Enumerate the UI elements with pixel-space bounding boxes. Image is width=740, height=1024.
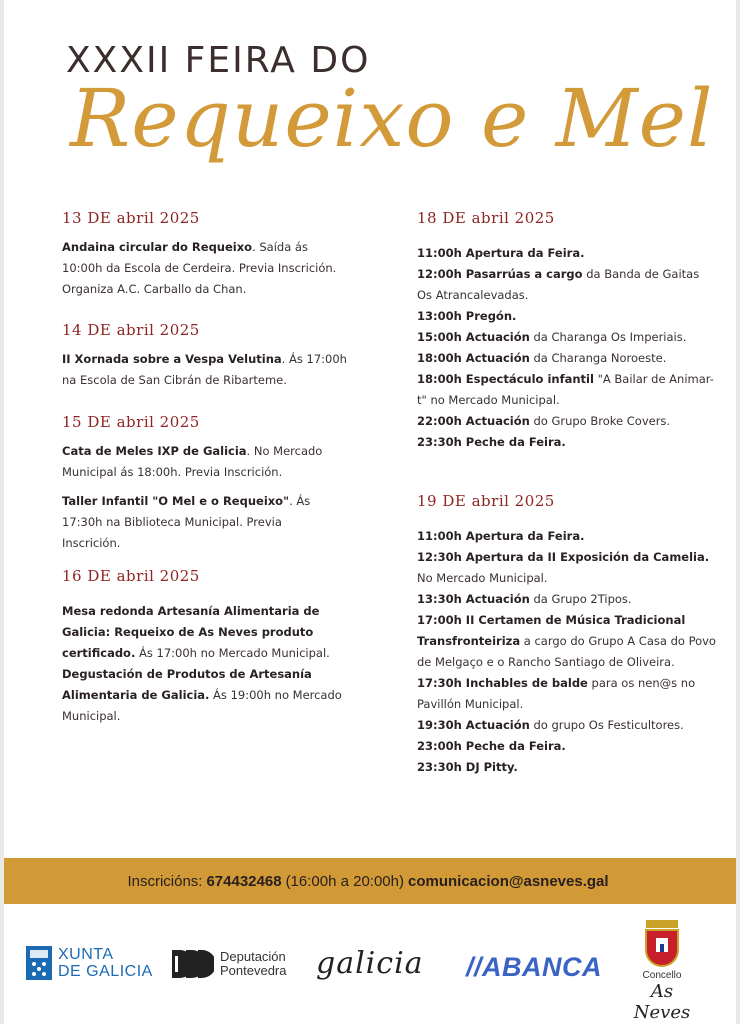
day-19: [417, 491, 717, 778]
date-heading: 19 DE abril 2025: [417, 492, 555, 510]
event-line: 18:00h Espectáculo infantil "A Bailar de Animar-t" no Mercado Municipal.: [417, 372, 714, 407]
date-heading: 13 DE abril 2025: [62, 209, 200, 227]
day-15: [62, 412, 332, 558]
coat-of-arms-icon: [642, 920, 682, 970]
event-line: 11:00h Apertura da Feira.: [417, 246, 585, 260]
deputacion-icon: [170, 948, 214, 980]
event-line: 23:00h Peche da Feira.: [417, 739, 566, 753]
event-line: 13:00h Pregón.: [417, 309, 517, 323]
event-line: 17:30h Inchables de balde para os nen@s no Pavillón Municipal.: [417, 676, 696, 711]
galicia-wordmark: galicia: [316, 946, 424, 981]
registration-phone[interactable]: 674432468: [206, 872, 282, 890]
deputacion-logo: [170, 948, 287, 980]
event-text: Cata de Meles IXP de Galicia. No Mercado Municipal ás 18:00h. Previa Inscrición.: [62, 444, 323, 479]
event-line: 22:00h Actuación do Grupo Broke Covers.: [417, 414, 671, 428]
event-line: 23:30h Peche da Feira.: [417, 435, 566, 449]
event-line: 19:30h Actuación do grupo Os Festicultores.: [417, 718, 684, 732]
event-line: 17:00h II Certamen de Música Tradicional Transfronteiriza a cargo do Grupo A Casa do Povo de Melgaço e o Rancho Santiago de Oliveira.: [417, 613, 716, 669]
registration-label: Inscricións:: [127, 872, 203, 890]
concello-logo: [622, 920, 702, 1023]
registration-email[interactable]: comunicacion@asneves.gal: [408, 872, 609, 890]
deputacion-line2: Pontevedra: [220, 963, 287, 978]
event-line: 11:00h Apertura da Feira.: [417, 529, 585, 543]
event-line: 13:30h Actuación da Grupo 2Tipos.: [417, 592, 632, 606]
day-18: [417, 208, 717, 453]
galicia-logo: [316, 946, 424, 981]
title-script: Requeixo e Mel: [70, 72, 714, 165]
event-line: 12:30h Apertura da II Exposición da Camelia. No Mercado Municipal.: [417, 550, 710, 585]
date-heading: 18 DE abril 2025: [417, 209, 555, 227]
day-13: [62, 208, 352, 304]
xunta-logo: [26, 946, 153, 980]
xunta-line1: XUNTA: [58, 946, 114, 963]
xunta-shield-icon: [26, 946, 52, 980]
deputacion-line1: Deputación: [220, 949, 286, 964]
event-line: 18:00h Actuación da Charanga Noroeste.: [417, 351, 667, 365]
event-text: Taller Infantil "O Mel e o Requeixo". Ás 17:30h na Biblioteca Municipal. Previa Inscrición.: [62, 494, 311, 550]
day-16: [62, 566, 362, 731]
abanca-logo: [466, 952, 602, 983]
day-14: [62, 320, 352, 395]
event-line: 23:30h DJ Pitty.: [417, 760, 518, 774]
poster: [4, 0, 736, 1024]
event-line: 12:00h Pasarrúas a cargo da Banda de Gaitas Os Atrancalevadas.: [417, 267, 700, 302]
event-text: Mesa redonda Artesanía Alimentaria de Galicia: Requeixo de As Neves produto certificado. Ás 17:00h no Mercado Municipal.: [62, 604, 330, 660]
title-top: XXXII FEIRA DO: [66, 40, 371, 81]
date-heading: 15 DE abril 2025: [62, 413, 200, 431]
event-text: Andaina circular do Requeixo. Saída ás 10:00h da Escola de Cerdeira. Previa Inscrición. Organiza A.C. Carballo da Chan.: [62, 240, 337, 296]
event-text: II Xornada sobre a Vespa Velutina. Ás 17:00h na Escola de San Cibrán de Ribarteme.: [62, 352, 347, 387]
event-text: Degustación de Produtos de Artesanía Alimentaria de Galicia. Ás 19:00h no Mercado Municipal.: [62, 667, 342, 723]
sponsor-logos: [4, 916, 736, 1023]
date-heading: 16 DE abril 2025: [62, 567, 200, 585]
xunta-line2: DE GALICIA: [58, 963, 153, 980]
abanca-wordmark: //ABANCA: [466, 952, 602, 982]
concello-label: Concello: [642, 970, 682, 981]
date-heading: 14 DE abril 2025: [62, 321, 200, 339]
concello-name: As Neves: [633, 981, 691, 1023]
registration-hours: (16:00h a 20:00h): [285, 872, 404, 890]
registration-band: [4, 858, 736, 904]
event-line: 15:00h Actuación da Charanga Os Imperiais.: [417, 330, 687, 344]
